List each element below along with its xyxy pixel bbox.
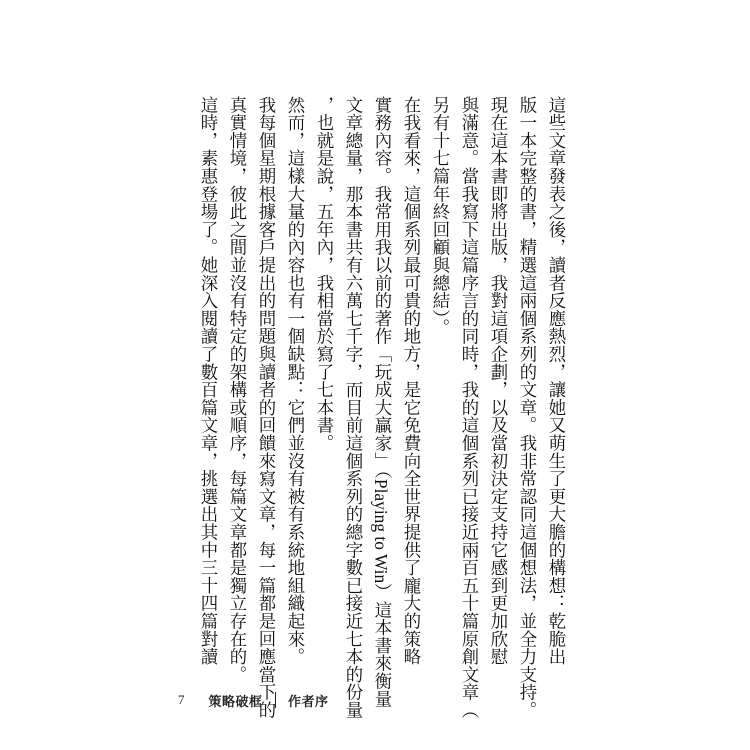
text-segment: ）這本書來衡量 (371, 583, 391, 708)
text-column: 文章總量，那本書共有六萬七千字，而目前這個系列的總字數已接近七本的份量 (342, 96, 362, 719)
text-column: 與滿意。當我寫下這篇序言的同時，我的這個系列已接近兩百五十篇原創文章（ (458, 96, 478, 719)
book-title: 策略破框 (208, 694, 263, 710)
section-title: 作者序 (288, 694, 329, 710)
text-column: 這些文章發表之後，讀者反應熱烈，讓她又萌生了更大膽的構想：乾脆出 (545, 96, 565, 666)
latin-title: Playing to Win (371, 478, 391, 584)
footer-divider (275, 692, 277, 708)
text-column: 這時，素惠登場了。她深入閱讀了數百篇文章，挑選出其中三十四篇對讀 (197, 96, 217, 666)
text-column: 在我看來，這個系列最可貴的地方，是它免費向全世界提供了龐大的策略 (400, 96, 420, 666)
text-column: ，也就是說，五年內，我相當於寫了七本書。 (313, 96, 333, 452)
text-column-with-latin (369, 96, 393, 708)
page-footer (178, 688, 329, 712)
text-column: 另有十七篇年終回顧與總結）。 (429, 96, 449, 337)
text-segment: 實務內容。我常用我以前的著作「玩成大贏家」（ (371, 96, 391, 479)
text-column: 真實情境，彼此之間並沒有特定的架構或順序，每篇文章都是獨立存在的。 (226, 96, 246, 684)
text-column: 然而，這樣大量的內容也有一個缺點：它們並沒有被有系統地組織起來。 (284, 96, 304, 666)
text-column: 現在這本書即將出版，我對這項企劃，以及當初決定支持它感到更加欣慰 (487, 96, 507, 666)
text-column: 版一本完整的書，精選這兩個系列的文章。我非常認同這個想法，並全力支持。 (516, 96, 536, 719)
text-column: 我每個星期根據客戶提出的問題與讀者的回饋來寫文章，每一篇都是回應當下的 (255, 96, 275, 719)
page-number: 7 (178, 692, 185, 707)
